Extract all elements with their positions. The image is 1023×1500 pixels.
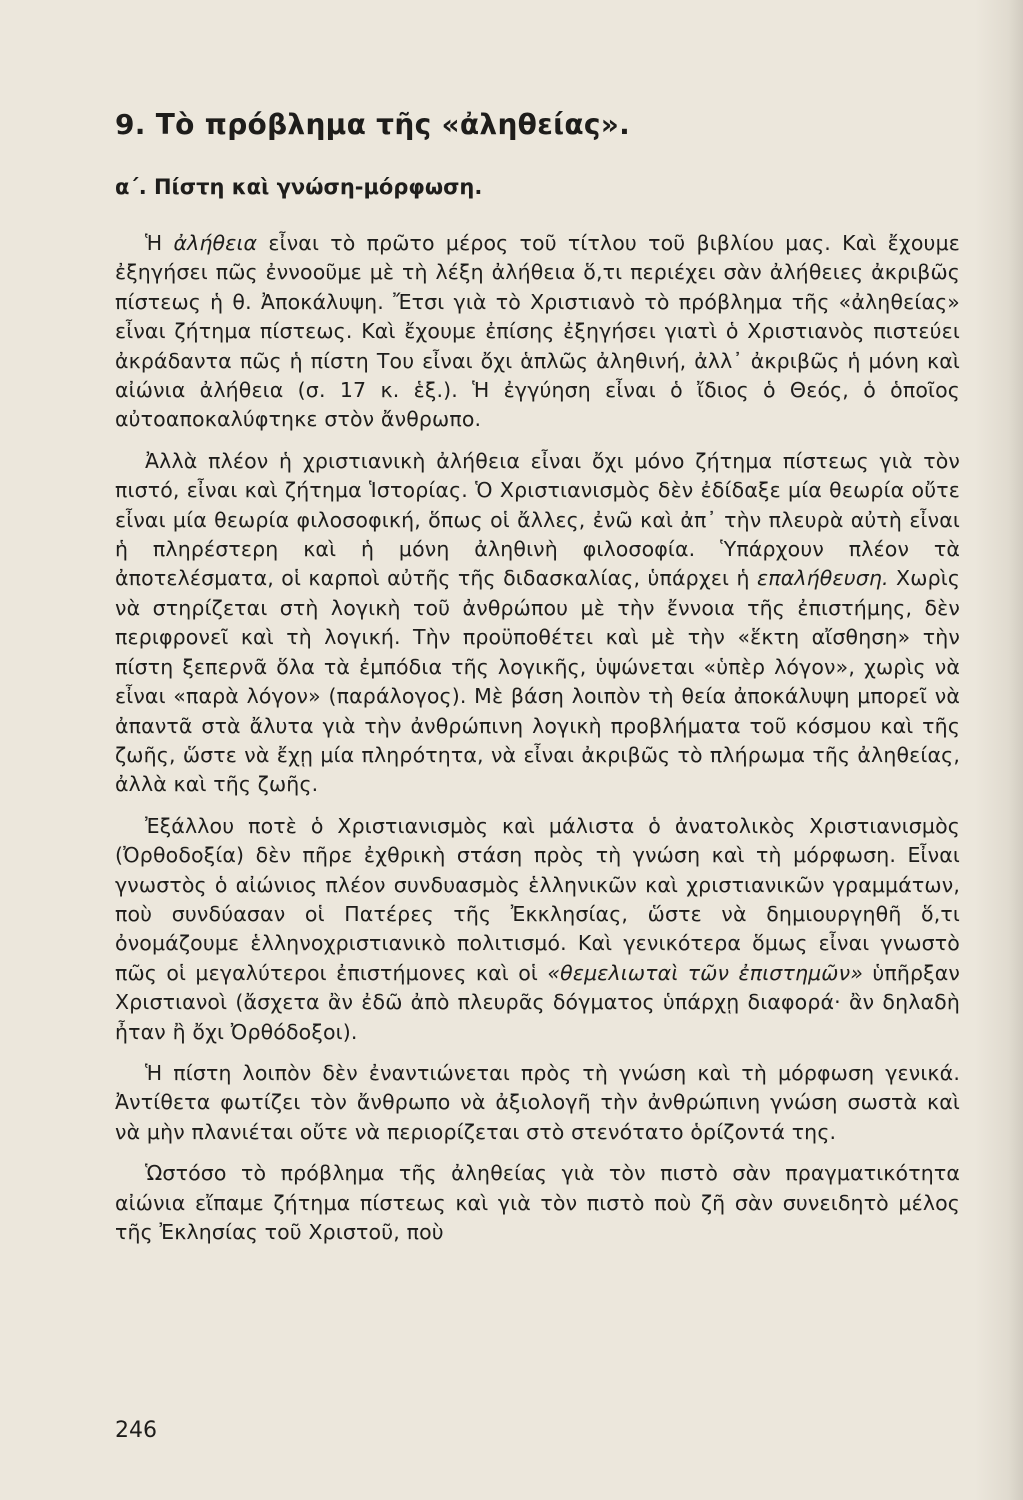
text-run: Χωρὶς νὰ στηρίζεται στὴ λογικὴ τοῦ ἀνθρώπου μὲ τὴν ἔννοια τῆς ἐπιστήμης, δὲν περιφρονεῖ καὶ τὴ λογική. Τὴν προϋποθέτει καὶ μὲ τὴν «ἕκτη αἴσθηση» τὴν πίστη ξεπερνᾶ ὅλα τὰ ἐμπόδια τῆς λογικῆς, ὑψώνεται «ὑπὲρ λόγον», χωρὶς νὰ εἶναι «παρὰ λόγον» (παράλογος). Μὲ βάση λοιπὸν τὴ θεία ἀποκάλυψη μπορεῖ νὰ ἀπαντᾶ στὰ ἄλυτα γιὰ τὴν ἀνθρώπινη λογικὴ προβλήματα τοῦ κόσμου καὶ τῆς ζωῆς, ὥστε νὰ ἔχῃ μία πληρότητα, νὰ εἶναι ἀκριβῶς τὸ πλήρωμα τῆς ἀληθείας, ἀλλὰ καὶ τῆς ζωῆς. — [115, 566, 961, 797]
text-run: εἶναι τὸ πρῶτο μέρος τοῦ τίτλου τοῦ βιβλίου μας. Καὶ ἔχουμε ἐξηγήσει πῶς ἐννοοῦμε μὲ τὴ λέξη ἀλήθεια ὅ,τι περιέχει σὰν ἀλήθειες ἀκριβῶς πίστεως ἡ θ. Ἀποκάλυψη. Ἔτσι γιὰ τὸ Χριστιανὸ τὸ πρόβλημα τῆς «ἀληθείας» εἶναι ζήτημα πίστεως. Καὶ ἔχουμε ἐπίσης ἐξηγήσει γιατὶ ὁ Χριστιανὸς πιστεύει ἀκράδαντα πῶς ἡ πίστη Του εἶναι ὄχι ἁπλῶς ἀληθινή, ἀλλ᾽ ἀκριβῶς ἡ μόνη καὶ αἰώνια ἀλήθεια (σ. 17 κ. ἑξ.). Ἡ ἐγγύηση εἶναι ὁ ἴδιος ὁ Θεός, ὁ ὁποῖος αὐτοαποκαλύφτηκε στὸν ἄνθρωπο. — [115, 231, 960, 432]
paragraph — [115, 1059, 960, 1147]
text-run: Ἡ πίστη λοιπὸν δὲν ἐναντιώνεται πρὸς τὴ γνώση καὶ τὴ μόρφωση γενικά. Ἀντίθετα φωτίζει τὸν ἄνθρωπο νὰ ἀξιολογῆ τὴν ἀνθρώπινη γνώση σωστὰ καὶ νὰ μὴν πλανιέται οὔτε νὰ περιορίζεται στὸ στενότατο ὁρίζοντά της. — [115, 1060, 960, 1144]
text-run: Ἐξάλλου ποτὲ ὁ Χριστιανισμὸς καὶ μάλιστα ὁ ἀνατολικὸς Χριστιανισμὸς (Ὀρθοδοξία) δὲν πῆρε ἐχθρικὴ στάση πρὸς τὴ γνώση καὶ τὴ μόρφωση. Εἶναι γνωστὸς ὁ αἰώνιος πλέον συνδυασμὸς ἑλληνικῶν καὶ χριστιανικῶν γραμμάτων, ποὺ συνδύασαν οἱ Πατέρες τῆς Ἐκκλησίας, ὥστε νὰ δημιουργηθῆ ὅ,τι ὀνομάζουμε ἑλληνοχριστιανικὸ πολιτισμό. Καὶ γενικότερα ὅμως εἶναι γνωστὸ πῶς οἱ μεγαλύτεροι ἐπιστήμονες καὶ οἱ — [115, 813, 960, 985]
chapter-title: 9. Τὸ πρόβλημα τῆς «ἀληθείας». — [115, 108, 631, 141]
body-text — [115, 229, 960, 1247]
text-run: Ὡστόσο τὸ πρόβλημα τῆς ἀληθείας γιὰ τὸν πιστὸ σὰν πραγματικότητα αἰώνια εἴπαμε ζήτημα πίστεως καὶ γιὰ τὸν πιστὸ ποὺ ζῆ σὰν συνειδητὸ μέλος τῆς Ἐκλησίας τοῦ Χριστοῦ, ποὺ — [115, 1161, 960, 1244]
text-run: Ἀλλὰ πλέον ἡ χριστιανικὴ ἀλήθεια εἶναι ὄχι μόνο ζήτημα πίστεως γιὰ τὸν πιστό, εἶναι καὶ ζήτημα Ἱστορίας. Ὁ Χριστιανισμὸς δὲν ἐδίδαξε μία θεωρία οὔτε εἶναι μία θεωρία φιλοσοφική, ὅπως οἱ ἄλλες, ἐνῶ καὶ ἀπ᾽ τὴν πλευρὰ αὐτὴ εἶναι ἡ πληρέστερη καὶ ἡ μόνη ἀληθινὴ φιλοσοφία. Ὑπάρχουν πλέον τὰ ἀποτελέσματα, οἱ καρποὶ αὐτῆς τῆς διδασκαλίας, ὑπάρχει ἡ — [115, 448, 960, 591]
italic-text: επαλήθευση. — [757, 566, 889, 591]
text-run: Ἡ — [145, 231, 174, 255]
paragraph — [115, 1159, 960, 1247]
italic-text: «θεμελιωταὶ τῶν ἐπιστημῶν» — [547, 960, 863, 985]
paragraph — [115, 229, 960, 435]
paragraph — [115, 812, 960, 1047]
page-number: 246 — [115, 1418, 157, 1443]
text-run: ὑπῆρξαν Χριστιανοὶ (ἄσχετα ἂν ἐδῶ ἀπὸ πλευρᾶς δόγματος ὑπάρχῃ διαφορά· ἂν δηλαδὴ ἦταν ἢ ὄχι Ὀρθόδοξοι). — [115, 960, 960, 1044]
section-title: α΄. Πίστη καὶ γνώση-μόρφωση. — [115, 175, 483, 199]
page-edge-shadow — [975, 0, 1023, 1500]
italic-text: ἀλήθεια — [173, 231, 258, 255]
paragraph — [115, 447, 960, 800]
page-content — [115, 108, 960, 1259]
